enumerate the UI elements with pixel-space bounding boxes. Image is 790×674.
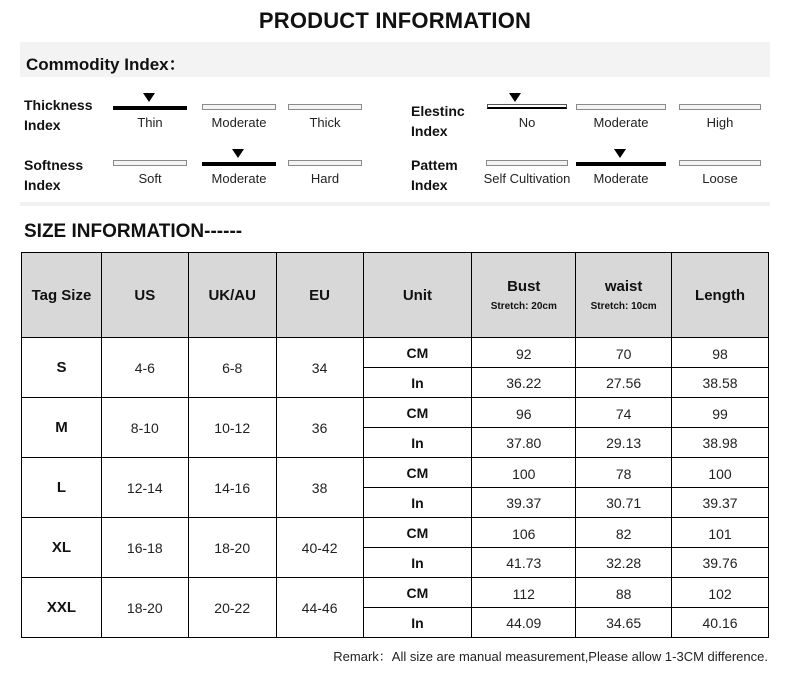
length-in-cell: 39.76	[672, 548, 769, 578]
page-title: PRODUCT INFORMATION	[258, 8, 532, 33]
unit-cell: In	[363, 368, 472, 398]
elestinc-option-moderate	[576, 98, 666, 138]
waist-cm-cell: 78	[576, 458, 672, 488]
thickness-option-thin	[113, 98, 187, 138]
us-cell: 12-14	[101, 458, 188, 518]
waist-in-cell: 29.13	[576, 428, 672, 458]
scale-bar	[576, 104, 666, 110]
ukau-cell: 10-12	[188, 398, 276, 458]
waist-in-cell: 27.56	[576, 368, 672, 398]
softness-label-line2: Index	[24, 177, 61, 193]
eu-cell: 34	[276, 338, 363, 398]
option-label: Moderate	[593, 115, 649, 130]
elestinc-label-line2: Index	[411, 123, 448, 139]
table-row	[22, 578, 769, 608]
thickness-option-thick	[288, 98, 362, 138]
bust-in-cell: 37.80	[472, 428, 576, 458]
eu-cell: 38	[276, 458, 363, 518]
thickness-label-line1: Thickness	[24, 97, 93, 113]
header-eu: EU	[276, 253, 363, 338]
selected-arrow-icon	[509, 93, 521, 102]
bust-cm-cell: 106	[472, 518, 576, 548]
length-in-cell: 38.98	[672, 428, 769, 458]
scale-bar	[288, 104, 362, 110]
length-in-cell: 40.16	[672, 608, 769, 638]
option-label: High	[706, 115, 734, 130]
waist-in-cell: 30.71	[576, 488, 672, 518]
selected-arrow-icon	[614, 149, 626, 158]
header-bust	[472, 253, 576, 338]
ukau-cell: 6-8	[188, 338, 276, 398]
header-ukau: UK/AU	[188, 253, 276, 338]
us-cell: 4-6	[101, 338, 188, 398]
waist-cm-cell: 74	[576, 398, 672, 428]
ukau-cell: 18-20	[188, 518, 276, 578]
option-label: Thick	[309, 115, 341, 130]
waist-cm-cell: 70	[576, 338, 672, 368]
size-table	[21, 252, 769, 638]
waist-cm-cell: 82	[576, 518, 672, 548]
scale-bar	[113, 160, 187, 166]
waist-in-cell: 32.28	[576, 548, 672, 578]
length-cm-cell: 100	[672, 458, 769, 488]
eu-cell: 44-46	[276, 578, 363, 638]
header-us: US	[101, 253, 188, 338]
commodity-heading: Commodity Index：	[26, 55, 186, 74]
unit-cell: CM	[363, 338, 472, 368]
option-label: Moderate	[211, 115, 267, 130]
scale-bar	[679, 104, 761, 110]
scale-bar	[679, 160, 761, 166]
unit-cell: CM	[363, 398, 472, 428]
length-cm-cell: 101	[672, 518, 769, 548]
length-in-cell: 38.58	[672, 368, 769, 398]
unit-cell: In	[363, 608, 472, 638]
eu-cell: 40-42	[276, 518, 363, 578]
bust-cm-cell: 100	[472, 458, 576, 488]
size-cell: M	[22, 398, 102, 458]
scale-bar	[202, 162, 276, 166]
us-cell: 8-10	[101, 398, 188, 458]
size-info-heading: SIZE INFORMATION------	[24, 221, 243, 242]
softness-option-soft	[113, 154, 187, 194]
bust-cm-cell: 112	[472, 578, 576, 608]
option-label: No	[518, 115, 536, 130]
length-cm-cell: 102	[672, 578, 769, 608]
option-label: Loose	[702, 171, 738, 186]
ukau-cell: 14-16	[188, 458, 276, 518]
unit-cell: In	[363, 548, 472, 578]
length-cm-cell: 99	[672, 398, 769, 428]
unit-cell: CM	[363, 518, 472, 548]
option-label: Moderate	[211, 171, 267, 186]
header-unit: Unit	[363, 253, 472, 338]
unit-cell: CM	[363, 458, 472, 488]
pattem-label-line1: Pattem	[411, 157, 458, 173]
scale-bar	[288, 160, 362, 166]
table-header-row	[22, 253, 769, 338]
elestinc-label-line1: Elestinc	[411, 103, 465, 119]
size-cell: S	[22, 338, 102, 398]
length-in-cell: 39.37	[672, 488, 769, 518]
elestinc-option-no	[487, 98, 561, 138]
option-label: Self Cultivation	[483, 171, 571, 186]
pattem-label-line2: Index	[411, 177, 448, 193]
us-cell: 16-18	[101, 518, 188, 578]
unit-cell: In	[363, 488, 472, 518]
softness-label-line1: Softness	[24, 157, 84, 173]
softness-option-hard	[288, 154, 362, 194]
softness-option-moderate	[202, 154, 276, 194]
size-cell: L	[22, 458, 102, 518]
thickness-label-line2: Index	[24, 117, 61, 133]
commodity-header	[20, 42, 770, 77]
option-label: Soft	[138, 171, 162, 186]
pattem-option-moderate	[576, 154, 666, 194]
table-row	[22, 518, 769, 548]
header-bust-label: Bust	[507, 278, 541, 295]
scale-bar	[202, 104, 276, 110]
scale-bar	[576, 162, 666, 166]
option-label: Hard	[310, 171, 340, 186]
waist-in-cell: 34.65	[576, 608, 672, 638]
table-body	[22, 338, 769, 638]
thickness-option-moderate	[202, 98, 276, 138]
scale-bar	[486, 160, 568, 166]
remark-note: Remark：All size are manual measurement,Please allow 1-3CM difference.	[333, 649, 768, 664]
pattem-option-self-cultivation	[483, 154, 571, 194]
bust-cm-cell: 96	[472, 398, 576, 428]
table-row	[22, 338, 769, 368]
us-cell: 18-20	[101, 578, 188, 638]
scale-bar	[487, 104, 567, 109]
bust-cm-cell: 92	[472, 338, 576, 368]
option-label: Thin	[137, 115, 163, 130]
bust-in-cell: 44.09	[472, 608, 576, 638]
bust-in-cell: 39.37	[472, 488, 576, 518]
header-waist	[576, 253, 672, 338]
header-bust-stretch: Stretch: 20cm	[490, 301, 557, 312]
unit-cell: CM	[363, 578, 472, 608]
eu-cell: 36	[276, 398, 363, 458]
header-tag-size: Tag Size	[22, 253, 102, 338]
ukau-cell: 20-22	[188, 578, 276, 638]
size-cell: XXL	[22, 578, 102, 638]
header-waist-stretch: Stretch: 10cm	[590, 301, 657, 312]
table-row	[22, 458, 769, 488]
bust-in-cell: 41.73	[472, 548, 576, 578]
unit-cell: In	[363, 428, 472, 458]
elestinc-option-high	[679, 98, 761, 138]
option-label: Moderate	[593, 171, 649, 186]
table-row	[22, 398, 769, 428]
selected-arrow-icon	[232, 149, 244, 158]
header-length: Length	[672, 253, 769, 338]
header-waist-label: waist	[604, 278, 643, 295]
waist-cm-cell: 88	[576, 578, 672, 608]
scale-bar	[113, 106, 187, 110]
bust-in-cell: 36.22	[472, 368, 576, 398]
pattem-option-loose	[679, 154, 761, 194]
size-cell: XL	[22, 518, 102, 578]
selected-arrow-icon	[143, 93, 155, 102]
commodity-panel	[20, 77, 770, 206]
length-cm-cell: 98	[672, 338, 769, 368]
